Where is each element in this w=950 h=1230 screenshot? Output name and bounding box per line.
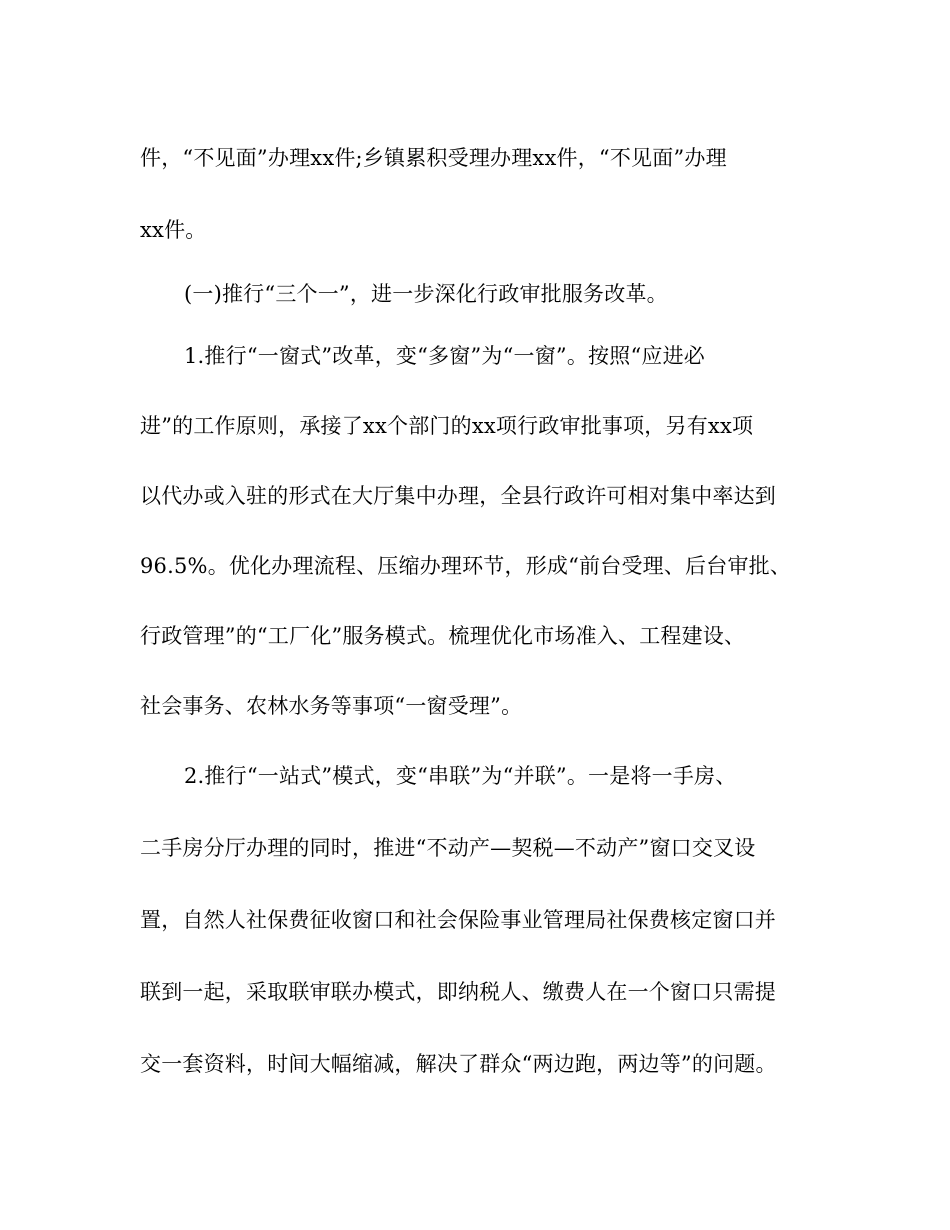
text-line: 联到一起，采取联审联办模式，即纳税人、缴费人在一个窗口只需提	[140, 980, 776, 1004]
paragraph-start: 1.推行“一窗式”改革，变“多窗”为“一窗”。按照“应进必	[184, 344, 705, 368]
text-line: 件，“不见面”办理xx件;乡镇累积受理办理xx件，“不见面”办理	[140, 146, 727, 170]
text-line: 96.5%。优化办理流程、压缩办理环节，形成“前台受理、后台审批、	[140, 554, 792, 578]
text-line: 交一套资料，时间大幅缩减，解决了群众“两边跑，两边等”的问题。	[140, 1052, 777, 1076]
text-line: 以代办或入驻的形式在大厅集中办理，全县行政许可相对集中率达到	[140, 484, 776, 508]
text-line: 行政管理”的“工厂化”服务模式。梳理优化市场准入、工程建设、	[140, 624, 746, 648]
section-heading: (一)推行“三个一”，进一步深化行政审批服务改革。	[184, 282, 668, 306]
text-line: xx件。	[140, 218, 207, 242]
text-line: 二手房分厅办理的同时，推进“不动产—契税—不动产”窗口交叉设	[140, 836, 756, 860]
paragraph-start: 2.推行“一站式”模式，变“串联”为“并联”。一是将一手房、	[184, 764, 737, 788]
text-line: 置，自然人社保费征收窗口和社会保险事业管理局社保费核定窗口并	[140, 908, 776, 932]
text-line: 社会事务、农林水务等事项“一窗受理”。	[140, 694, 523, 718]
text-line: 进”的工作原则，承接了xx个部门的xx项行政审批事项，另有xx项	[140, 414, 754, 438]
